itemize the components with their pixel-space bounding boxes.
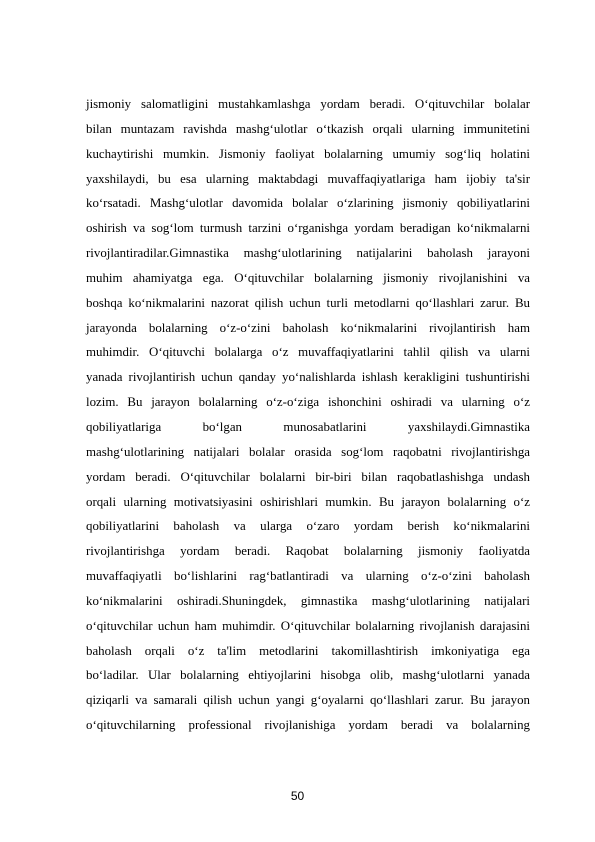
- text-line: qobiliyatlariga bo‘lgan munosabatlarini yaxshilaydi.Gimnastika: [86, 419, 530, 434]
- text-line: muvaffaqiyatli bo‘lishlarini rag‘batlantiradi va ularning o‘z-o‘zini baholash: [86, 569, 530, 584]
- text-line: yanada rivojlantirish uchun qanday yo‘nalishlarda ishlash kerakligini tushuntirishi: [86, 370, 530, 385]
- text-line: muhim ahamiyatga ega. O‘qituvchilar bolalarning jismoniy rivojlanishini va: [86, 270, 530, 285]
- text-line: bilan muntazam ravishda mashg‘ulotlar o‘tkazish orqali ularning immunitetini: [86, 121, 530, 136]
- text-line: orqali ularning motivatsiyasini oshirishlari mumkin. Bu jarayon bolalarning o‘z: [86, 494, 530, 509]
- text-line: yaxshilaydi, bu esa ularning maktabdagi muvaffaqiyatlariga ham ijobiy ta'sir: [86, 171, 530, 186]
- text-line: rivojlantirishga yordam beradi. Raqobat bolalarning jismoniy faoliyatda: [86, 544, 530, 559]
- text-line: muhimdir. O‘qituvchi bolalarga o‘z muvaffaqiyatlarini tahlil qilish va ularni: [86, 345, 530, 360]
- page-number: 50: [290, 789, 305, 803]
- text-line: oshirish va sog‘lom turmush tarzini o‘rganishga yordam beradigan ko‘nikmalarni: [86, 221, 530, 236]
- text-line: qobiliyatlarini baholash va ularga o‘zaro yordam berish ko‘nikmalarini: [86, 519, 530, 534]
- text-line: yordam beradi. O‘qituvchilar bolalarni bir-biri bilan raqobatlashishga undash: [86, 469, 530, 484]
- text-line: boshqa ko‘nikmalarini nazorat qilish uchun turli metodlarni qo‘llashlari zarur. Bu: [86, 295, 530, 310]
- text-line: bo‘ladilar. Ular bolalarning ehtiyojlarini hisobga olib, mashg‘ulotlarni yanada: [86, 668, 530, 683]
- text-line: jarayonda bolalarning o‘z-o‘zini baholash ko‘nikmalarini rivojlantirish ham: [86, 320, 530, 335]
- text-line: o‘qituvchilar uchun ham muhimdir. O‘qituvchilar bolalarning rivojlanish darajasini: [86, 618, 530, 633]
- text-line: baholash orqali o‘z ta'lim metodlarini takomillashtirish imkoniyatiga ega: [86, 643, 530, 658]
- text-line: ko‘rsatadi. Mashg‘ulotlar davomida bolalar o‘zlarining jismoniy qobiliyatlarini: [86, 196, 530, 211]
- text-line: lozim. Bu jarayon bolalarning o‘z-o‘ziga ishonchini oshiradi va ularning o‘z: [86, 395, 530, 410]
- text-line: mashg‘ulotlarining natijalari bolalar orasida sog‘lom raqobatni rivojlantirishga: [86, 444, 530, 459]
- text-line: ko‘nikmalarini oshiradi.Shuningdek, gimnastika mashg‘ulotlarining natijalari: [86, 593, 530, 608]
- text-line: jismoniy salomatligini mustahkamlashga yordam beradi. O‘qituvchilar bolalar: [86, 97, 530, 111]
- text-line: kuchaytirishi mumkin. Jismoniy faoliyat bolalarning umumiy sog‘liq holatini: [86, 146, 530, 161]
- text-line: o‘qituvchilarning professional rivojlanishiga yordam beradi va bolalarning: [86, 718, 530, 733]
- body-text: [86, 92, 530, 738]
- text-line: qiziqarli va samarali qilish uchun yangi g‘oyalarni qo‘llashlari zarur. Bu jarayon: [86, 693, 530, 708]
- text-line: rivojlantiradilar.Gimnastika mashg‘ulotlarining natijalarini baholash jarayoni: [86, 246, 530, 261]
